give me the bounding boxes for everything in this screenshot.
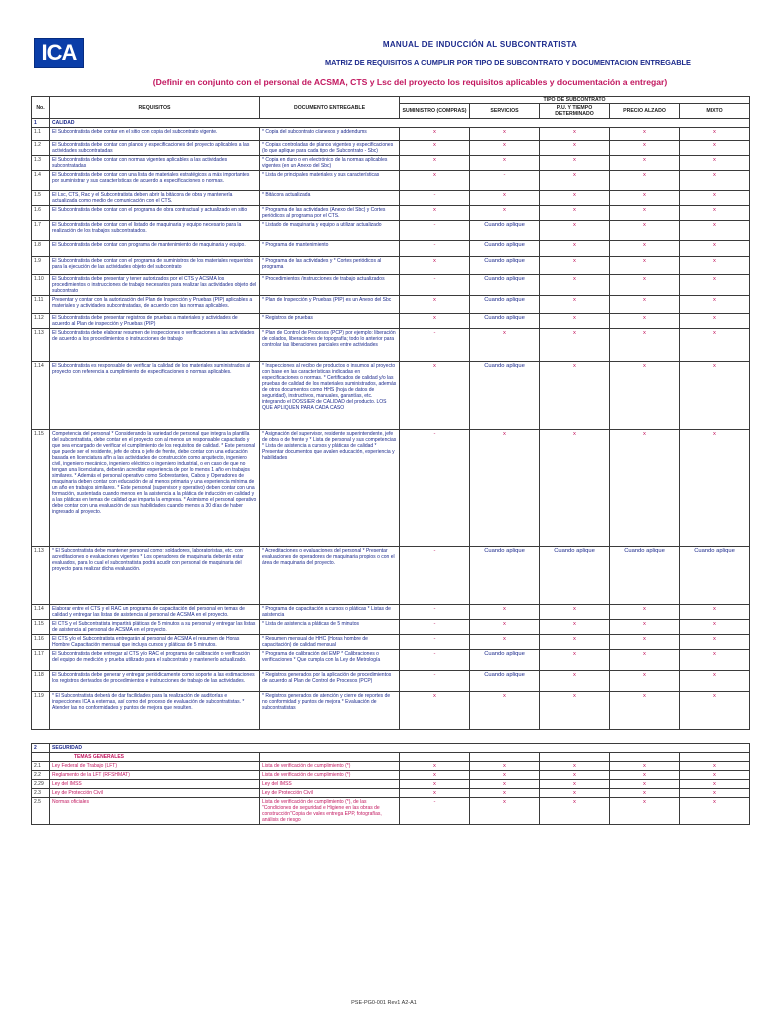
table-row <box>32 128 750 141</box>
applicability-cell: x <box>540 362 610 430</box>
requirement-text: Normas oficiales <box>50 798 260 825</box>
table-row <box>32 241 750 257</box>
applicability-cell: x <box>540 221 610 241</box>
applicability-cell: x <box>540 789 610 798</box>
applicability-cell: x <box>680 635 750 650</box>
table-row <box>32 547 750 605</box>
row-number: 1.8 <box>32 241 50 257</box>
table-row <box>32 275 750 296</box>
deliverable-text: * Programa de capacitación a cursos o pláticas * Listas de asistencia <box>260 605 400 620</box>
table-row <box>32 314 750 329</box>
requirement-text: El Subcontratista debe contar con el programa de suministros de los materiales requeridos para la ejecución de las actividades objeto del subcontrato <box>50 257 260 275</box>
requirement-text: Ley Federal de Trabajo (LFT) <box>50 762 260 771</box>
applicability-cell: x <box>680 257 750 275</box>
applicability-cell: x <box>610 762 680 771</box>
row-number: 1.13 <box>32 547 50 605</box>
applicability-cell: x <box>610 620 680 635</box>
deliverable-text: Ley del IMSS <box>260 780 400 789</box>
table-row <box>32 206 750 221</box>
applicability-cell: x <box>540 635 610 650</box>
deliverable-text: * Asignación del supervisor, residente superintendente, jefe de obra o de frente y * Lista de personal y sus competencias * Lista de asistencia a cursos y pláticas de calidad * Presentar documentos que avalen educación, experiencia y habilidades <box>260 430 400 547</box>
applicability-cell: x <box>540 156 610 171</box>
applicability-cell: x <box>680 671 750 692</box>
applicability-cell: x <box>540 329 610 362</box>
applicability-cell: x <box>540 771 610 780</box>
requirement-text: El Lsc, CTS, Rac y el Subcontratista deben abrir la bitácora de obra y mantenerla actualizada como medio de comunicación con el CTS. <box>50 191 260 206</box>
deliverable-text: * Registros generados por la aplicación de procedimientos de acuerdo al Plan de Control de Procesos (PCP) <box>260 671 400 692</box>
requirement-text: El Subcontratista debe contar con el programa de obra contractual y actualizado en sitio <box>50 206 260 221</box>
row-number: 1.4 <box>32 171 50 191</box>
subsection-title: TEMAS GENERALES <box>50 753 260 762</box>
applicability-cell: Cuando aplique <box>610 547 680 605</box>
applicability-cell: x <box>400 762 470 771</box>
applicability-cell: x <box>540 275 610 296</box>
deliverable-text: Lista de verificación de cumplimiento (*), de las "Condiciones de seguridad e Higiene en las obras de construcción"Copia de vales entrega EPP, fotografías, análisis de riesgo <box>260 798 400 825</box>
applicability-cell: x <box>610 296 680 314</box>
row-number: 1.6 <box>32 206 50 221</box>
applicability-cell: x <box>470 329 540 362</box>
applicability-cell: x <box>610 257 680 275</box>
row-number: 2.2 <box>32 771 50 780</box>
applicability-cell: x <box>610 141 680 156</box>
applicability-cell: x <box>540 605 610 620</box>
applicability-cell: x <box>610 171 680 191</box>
applicability-cell: Cuando aplique <box>470 241 540 257</box>
requirement-text: El Subcontratista debe contar con el listado de maquinaria y equipo necesario para la realización de los trabajos subcontratados. <box>50 221 260 241</box>
applicability-cell: x <box>610 241 680 257</box>
table-row <box>32 221 750 241</box>
deliverable-text: * Resumen mensual de HHC (Horas hombre de capacitación) de calidad mensual <box>260 635 400 650</box>
applicability-cell: - <box>400 191 470 206</box>
applicability-cell: x <box>680 329 750 362</box>
applicability-cell: x <box>680 620 750 635</box>
table-row <box>32 430 750 547</box>
deliverable-text: * Registros de pruebas <box>260 314 400 329</box>
applicability-cell: x <box>610 798 680 825</box>
applicability-cell: x <box>680 275 750 296</box>
requirement-text: El Subcontratista debe presentar y tener autorizados por el CTS y ACSMA los procedimientos o instrucciones de trabajo necesarios para realizar las actividades objeto del subcontrato <box>50 275 260 296</box>
applicability-cell: Cuando aplique <box>470 221 540 241</box>
header-requisitos: REQUISITOS <box>50 97 260 119</box>
requirement-text: El Subcontratista debe elaborar resumen de inspecciones o verificaciones a las actividades de acuerdo a los procedimientos o instrucciones de trabajo <box>50 329 260 362</box>
deliverable-text: * Bitácora actualizada <box>260 191 400 206</box>
applicability-cell: x <box>540 171 610 191</box>
applicability-cell: x <box>540 241 610 257</box>
applicability-cell: x <box>470 191 540 206</box>
footer-code: PSE-PG0-001 Rev1 A2-A1 <box>351 1000 417 1006</box>
requirement-text: Elaborar entre el CTS y el RAC un programa de capacitación del personal en temas de calidad y entregar las listas de asistencia al personal de ACSMA en el proyecto. <box>50 605 260 620</box>
deliverable-text: * Acreditaciones o evaluaciones del personal * Presentar evaluaciones de operadores de maquinaria propios o con el área de maquinaria del proyecto. <box>260 547 400 605</box>
applicability-cell: x <box>610 206 680 221</box>
requirement-text: * El Subcontratista deberá de dar facilidades para la realización de auditorías e inspecciones ICA a externas, así como del proceso de evaluación de subcontratistas. * Atender las no conformidades y puntos de mejora que resulten. <box>50 692 260 730</box>
header-mixto: MIXTO <box>680 104 750 119</box>
applicability-cell: - <box>470 171 540 191</box>
header-no: No. <box>32 97 50 119</box>
applicability-cell: x <box>680 605 750 620</box>
applicability-cell: x <box>680 314 750 329</box>
requirement-text: Competencia del personal * Considerando la variedad de personal que integra la plantilla del subcontratista, debe contar en el proyecto con al menos un responsable capacitado y que sea encargado de verificar el cumplimiento de los requisitos de calidad. * Este personal que puede ser el residente, jefe de obra o jefe de frente, debe contar con una educación basada en licenciatura afín a las actividades de construcción como arquitecto, ingeniero civil, ingeniero mecánico, ingeniero eléctrico o ingeniero industrial, o en caso de que no tengan una licenciatura, deberán acreditar experiencia de por lo menos 1 año en trabajos similares. * Además el personal operativo como Sobrestantes, Cabos y Operadores de maquinaria deben contar con educación de al menos primaria y una experiencia mínima de un año en trabajos similares. * Este personal (supervisor y operativo) deben contar con una formación, sustentada cuando menos en la asistencia a la plática de inducción en calidad y a las pláticas en temas de calidad que imparta la empresa. * Asimismo el personal operativo debe contar con una evaluación de sus habilidades cuando menos a 30 días de haber ingresado al proyecto. <box>50 430 260 547</box>
deliverable-text: * Copias controladas de planos vigentes y especificaciones (lo que aplique para cada tipo de Subcontrato - Sbc) <box>260 141 400 156</box>
requirement-text: El Subcontratista debe contar con planos y especificaciones del proyecto aplicables a las actividades subcontratadas <box>50 141 260 156</box>
deliverable-text: * Copia en duro o en electrónico de la normas aplicables vigentes (en un Anexo del Sbc) <box>260 156 400 171</box>
applicability-cell: x <box>470 156 540 171</box>
applicability-cell: x <box>540 780 610 789</box>
applicability-cell: Cuando aplique <box>470 275 540 296</box>
table-row <box>32 671 750 692</box>
requirement-text: El Subcontratista debe generar y entregar periódicamente como soporte a las estimaciones los registros derivados de procedimientos e instrucciones de trabajo de las actividades. <box>50 671 260 692</box>
row-number: 1.12 <box>32 314 50 329</box>
header-servicios: SERVICIOS <box>470 104 540 119</box>
table-row <box>32 620 750 635</box>
row-number: 1.14 <box>32 362 50 430</box>
applicability-cell: x <box>470 430 540 547</box>
row-number: 1.3 <box>32 156 50 171</box>
applicability-cell: x <box>610 635 680 650</box>
applicability-cell: x <box>680 221 750 241</box>
requirement-text: El Subcontratista debe entregar al CTS y/o RAC el programa de calibración o verificación del equipo de medición y prueba utilizado para el subcontrato y mantenerlo actualizado. <box>50 650 260 671</box>
applicability-cell: x <box>680 241 750 257</box>
table-row <box>32 771 750 780</box>
table-row <box>32 156 750 171</box>
applicability-cell: x <box>400 128 470 141</box>
section-number: 2 <box>32 744 50 753</box>
row-number: 2.5 <box>32 798 50 825</box>
deliverable-text: * Copia del subcontrato c/anexos y addendums <box>260 128 400 141</box>
row-number: 1.13 <box>32 329 50 362</box>
applicability-cell: x <box>680 362 750 430</box>
header-tipo: TIPO DE SUBCONTRATO <box>400 97 750 104</box>
applicability-cell: x <box>540 206 610 221</box>
header-precio: PRECIO ALZADO <box>610 104 680 119</box>
company-logo <box>34 38 84 68</box>
applicability-cell: x <box>400 692 470 730</box>
deliverable-text: * Procedimientos /instrucciones de trabajo actualizados <box>260 275 400 296</box>
table-row <box>32 329 750 362</box>
applicability-cell: - <box>400 635 470 650</box>
applicability-cell: x <box>540 650 610 671</box>
applicability-cell: x <box>680 771 750 780</box>
applicability-cell: x <box>610 128 680 141</box>
row-number: 2.29 <box>32 780 50 789</box>
deliverable-text: * Programa de las actividades y * Cortes periódicos al programa <box>260 257 400 275</box>
requirement-text: El Subcontratista debe contar en el sitio con copia del subcontrato vigente. <box>50 128 260 141</box>
table-row <box>32 798 750 825</box>
requirement-text: El CTS y/o el Subcontratista entregarán al personal de ACSMA el resumen de Horas Hombre Capacitación mensual que incluya cursos y pláticas de 5 minutos. <box>50 635 260 650</box>
applicability-cell: x <box>400 296 470 314</box>
deliverable-text: * Registros generados de atención y cierre de reportes de no conformidad y puntos de mejora * Evaluación de subcontratistas <box>260 692 400 730</box>
row-number: 1.10 <box>32 275 50 296</box>
applicability-cell: x <box>400 362 470 430</box>
applicability-cell: x <box>610 275 680 296</box>
applicability-cell: x <box>540 296 610 314</box>
applicability-cell: x <box>470 128 540 141</box>
deliverable-text: Lista de verificación de cumplimiento (*) <box>260 771 400 780</box>
applicability-cell: Cuando aplique <box>470 314 540 329</box>
table-row <box>32 635 750 650</box>
applicability-cell: x <box>470 605 540 620</box>
applicability-cell: Cuando aplique <box>470 547 540 605</box>
applicability-cell: x <box>680 171 750 191</box>
applicability-cell: x <box>610 156 680 171</box>
applicability-cell: Cuando aplique <box>470 671 540 692</box>
deliverable-text: * Lista de asistencia a pláticas de 5 minutos <box>260 620 400 635</box>
applicability-cell: x <box>470 206 540 221</box>
applicability-cell: x <box>680 191 750 206</box>
document-subtitle: MATRIZ DE REQUISITOS A CUMPLIR POR TIPO DE SUBCONTRATO Y DOCUMENTACION ENTREGABLE <box>325 58 691 67</box>
section-title: SEGURIDAD <box>50 744 750 753</box>
requirement-text: Ley del IMSS <box>50 780 260 789</box>
applicability-cell: - <box>400 620 470 635</box>
requirement-text: El CTS y el Subcontratista impartirá pláticas de 5 minutos a su personal y entregar las listas de asistencia al personal de ACSMA en el proyecto. <box>50 620 260 635</box>
requirement-text: * El Subcontratista debe mantener personal como: soldadores, laboratoristas, etc. con acreditaciones o evaluaciones vigentes * Los operadores de maquinaria deberán estar evaluados, para lo cual el subcontratista podrá acudir con personal de maquinaria del proyecto para realizar dicha evaluación. <box>50 547 260 605</box>
row-number: 1.14 <box>32 605 50 620</box>
table-row <box>32 650 750 671</box>
requirement-text: El Subcontratista debe contar con una lista de materiales estratégicos a más importantes por suministrar y sus características de acuerdo a especificaciones o normas. <box>50 171 260 191</box>
subsection-row <box>32 753 750 762</box>
deliverable-text: * Programa de mantenimiento <box>260 241 400 257</box>
applicability-cell: - <box>400 329 470 362</box>
row-number: 1.9 <box>32 257 50 275</box>
row-number: 1.1 <box>32 128 50 141</box>
table-row <box>32 789 750 798</box>
document-instruction: (Definir en conjunto con el personal de ACSMA, CTS y Lsc del proyecto los requisitos aplicables y documentación a entregar) <box>152 77 668 87</box>
applicability-cell: x <box>680 650 750 671</box>
applicability-cell: x <box>540 692 610 730</box>
applicability-cell: x <box>610 430 680 547</box>
applicability-cell: x <box>680 128 750 141</box>
applicability-cell: Cuando aplique <box>470 257 540 275</box>
applicability-cell: x <box>470 789 540 798</box>
applicability-cell: x <box>470 692 540 730</box>
applicability-cell: - <box>400 241 470 257</box>
applicability-cell: x <box>400 314 470 329</box>
applicability-cell: x <box>540 141 610 156</box>
applicability-cell: x <box>680 141 750 156</box>
applicability-cell: x <box>540 191 610 206</box>
table-row <box>32 605 750 620</box>
applicability-cell: x <box>680 692 750 730</box>
applicability-cell: x <box>400 789 470 798</box>
row-number: 1.7 <box>32 221 50 241</box>
table-row <box>32 191 750 206</box>
applicability-cell: x <box>400 141 470 156</box>
requirement-text: El Subcontratista debe presentar registros de pruebas a materiales y actividades de acuerdo al Plan de inspección y Pruebas (PIP) <box>50 314 260 329</box>
applicability-cell: x <box>610 789 680 798</box>
applicability-cell: x <box>540 798 610 825</box>
row-number: 1.5 <box>32 191 50 206</box>
applicability-cell: x <box>610 692 680 730</box>
requirement-text: Ley de Protección Civil <box>50 789 260 798</box>
applicability-cell: - <box>400 798 470 825</box>
table-row <box>32 692 750 730</box>
deliverable-text: Ley de Protección Civil <box>260 789 400 798</box>
applicability-cell: x <box>680 206 750 221</box>
applicability-cell: - <box>400 275 470 296</box>
applicability-cell: - <box>400 221 470 241</box>
applicability-cell: - <box>400 547 470 605</box>
applicability-cell: x <box>470 798 540 825</box>
applicability-cell: x <box>400 257 470 275</box>
applicability-cell: - <box>400 650 470 671</box>
applicability-cell: x <box>610 771 680 780</box>
table-row <box>32 780 750 789</box>
table-row <box>32 296 750 314</box>
applicability-cell: x <box>540 128 610 141</box>
row-number: 1.18 <box>32 671 50 692</box>
table-row <box>32 362 750 430</box>
applicability-cell: x <box>540 430 610 547</box>
applicability-cell: x <box>610 671 680 692</box>
applicability-cell: x <box>470 780 540 789</box>
deliverable-text: * Inspecciones al recibo de productos o insumos al proyecto con base en las características indicadas en especificaciones o normas. * Certificados de calidad y/o las pruebas de calidad de los materiales suministrados, además de otros documentos como HHS (hoja de datos de seguridad), instructivos, manuales, garantías, etc. integrando el DOSSIER de CALIDAD del producto. LOS QUE APLIQUEN PARA CADA CASO <box>260 362 400 430</box>
table-row <box>32 171 750 191</box>
section-title: CALIDAD <box>50 119 750 128</box>
applicability-cell: x <box>470 762 540 771</box>
deliverable-text: * Programa de las actividades (Anexo del Sbc) y Cortes periódicos al programa por el CTS. <box>260 206 400 221</box>
applicability-cell: x <box>610 650 680 671</box>
deliverable-text: * Plan de Inspección y Pruebas (PIP) es un Anexo del Sbc <box>260 296 400 314</box>
applicability-cell: x <box>680 789 750 798</box>
document-title: MANUAL DE INDUCCIÓN AL SUBCONTRATISTA <box>382 40 578 49</box>
applicability-cell: - <box>400 671 470 692</box>
header-suministro: SUMINISTRO (COMPRAS) <box>400 104 470 119</box>
header-pu: P.U. Y TIEMPO DETERMINADO <box>540 104 610 119</box>
row-number: 1.19 <box>32 692 50 730</box>
row-number: 1.11 <box>32 296 50 314</box>
logo-letters: ICA <box>41 40 77 65</box>
deliverable-text: * Plan de Control de Procesos (PCP) por ejemplo: liberación de colados, liberaciones de topografía; todo lo anterior para controlar las liberaciones parciales entre actividades <box>260 329 400 362</box>
row-number: 1.17 <box>32 650 50 671</box>
applicability-cell: x <box>610 191 680 206</box>
applicability-cell: x <box>610 329 680 362</box>
applicability-cell: x <box>540 314 610 329</box>
applicability-cell: x <box>400 771 470 780</box>
applicability-cell: x <box>610 605 680 620</box>
table-row <box>32 762 750 771</box>
applicability-cell: x <box>680 780 750 789</box>
applicability-cell: Cuando aplique <box>680 547 750 605</box>
applicability-cell: x <box>470 620 540 635</box>
applicability-cell: x <box>610 362 680 430</box>
applicability-cell: x <box>680 296 750 314</box>
applicability-cell: x <box>610 780 680 789</box>
applicability-cell: Cuando aplique <box>470 650 540 671</box>
table-row <box>32 141 750 156</box>
applicability-cell: x <box>680 762 750 771</box>
applicability-cell: x <box>540 257 610 275</box>
applicability-cell: x <box>540 671 610 692</box>
applicability-cell: x <box>470 771 540 780</box>
deliverable-text: * Listado de maquinaria y equipo a utilizar actualizado <box>260 221 400 241</box>
table-row <box>32 257 750 275</box>
applicability-cell: Cuando aplique <box>470 362 540 430</box>
applicability-cell: x <box>400 206 470 221</box>
deliverable-text: Lista de verificación de cumplimiento (*) <box>260 762 400 771</box>
applicability-cell: - <box>400 430 470 547</box>
applicability-cell: x <box>540 620 610 635</box>
requirement-text: Reglamento de la LFT (RFSHMAT) <box>50 771 260 780</box>
applicability-cell: x <box>680 156 750 171</box>
row-number: 1.2 <box>32 141 50 156</box>
deliverable-text: * Lista de principales materiales y sus características <box>260 171 400 191</box>
row-number: 1.16 <box>32 635 50 650</box>
applicability-cell: x <box>470 141 540 156</box>
requirements-table <box>31 96 750 825</box>
row-number: 2.3 <box>32 789 50 798</box>
applicability-cell: x <box>470 635 540 650</box>
header-documento: DOCUMENTO ENTREGABLE <box>260 97 400 119</box>
section-seguridad <box>32 744 750 753</box>
applicability-cell: x <box>400 780 470 789</box>
requirement-text: Presentar y contar con la autorización del Plan de Inspección y Pruebas (PIP) aplicables a materiales y actividades subcontratadas, de acuerdo con las normas aplicables. <box>50 296 260 314</box>
applicability-cell: x <box>680 430 750 547</box>
requirement-text: El Subcontratista debe contar con programa de mantenimiento de maquinaria y equipo. <box>50 241 260 257</box>
section-number: 1 <box>32 119 50 128</box>
row-number: 1.15 <box>32 620 50 635</box>
section-calidad <box>32 119 750 128</box>
applicability-cell: x <box>540 762 610 771</box>
applicability-cell: x <box>610 314 680 329</box>
requirement-text: El Subcontratista es responsable de verificar la calidad de los materiales suministrados al proyecto con referencia a cumplimiento de especificaciones o normas aplicables. <box>50 362 260 430</box>
applicability-cell: - <box>400 605 470 620</box>
applicability-cell: Cuando aplique <box>540 547 610 605</box>
deliverable-text: * Programa de calibración del EMP * Calibraciones o verificaciones * Que cumpla con la Ley de Metrología <box>260 650 400 671</box>
applicability-cell: x <box>400 171 470 191</box>
row-number: 2.1 <box>32 762 50 771</box>
row-number: 1.15 <box>32 430 50 547</box>
applicability-cell: x <box>610 221 680 241</box>
applicability-cell: x <box>400 156 470 171</box>
applicability-cell: x <box>680 798 750 825</box>
requirement-text: El Subcontratista debe contar con normas vigentes aplicables a las actividades subcontratadas <box>50 156 260 171</box>
applicability-cell: Cuando aplique <box>470 296 540 314</box>
